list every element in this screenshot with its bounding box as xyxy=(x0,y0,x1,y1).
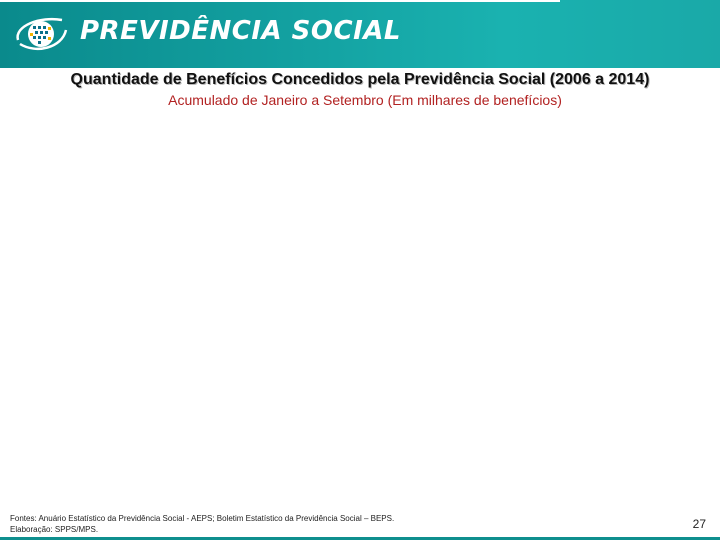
chart-placeholder-area xyxy=(10,112,710,507)
brand-name: PREVIDÊNCIA SOCIAL xyxy=(80,16,401,46)
globe-logo-icon xyxy=(12,14,70,54)
slide-subtitle: Acumulado de Janeiro a Setembro (Em milhares de benefícios) xyxy=(168,92,562,108)
source-line-2: Elaboração: SPPS/MPS. xyxy=(10,525,99,534)
header-top-line xyxy=(0,0,560,2)
footer-source xyxy=(10,513,394,535)
source-line-1: Fontes: Anuário Estatístico da Previdência Social - AEPS; Boletim Estatístico da Previdência Social – BEPS. xyxy=(10,514,395,523)
header-banner xyxy=(0,0,720,68)
page-number: 27 xyxy=(692,517,706,531)
slide-title: Quantidade de Benefícios Concedidos pela Previdência Social (2006 a 2014) xyxy=(70,71,650,88)
